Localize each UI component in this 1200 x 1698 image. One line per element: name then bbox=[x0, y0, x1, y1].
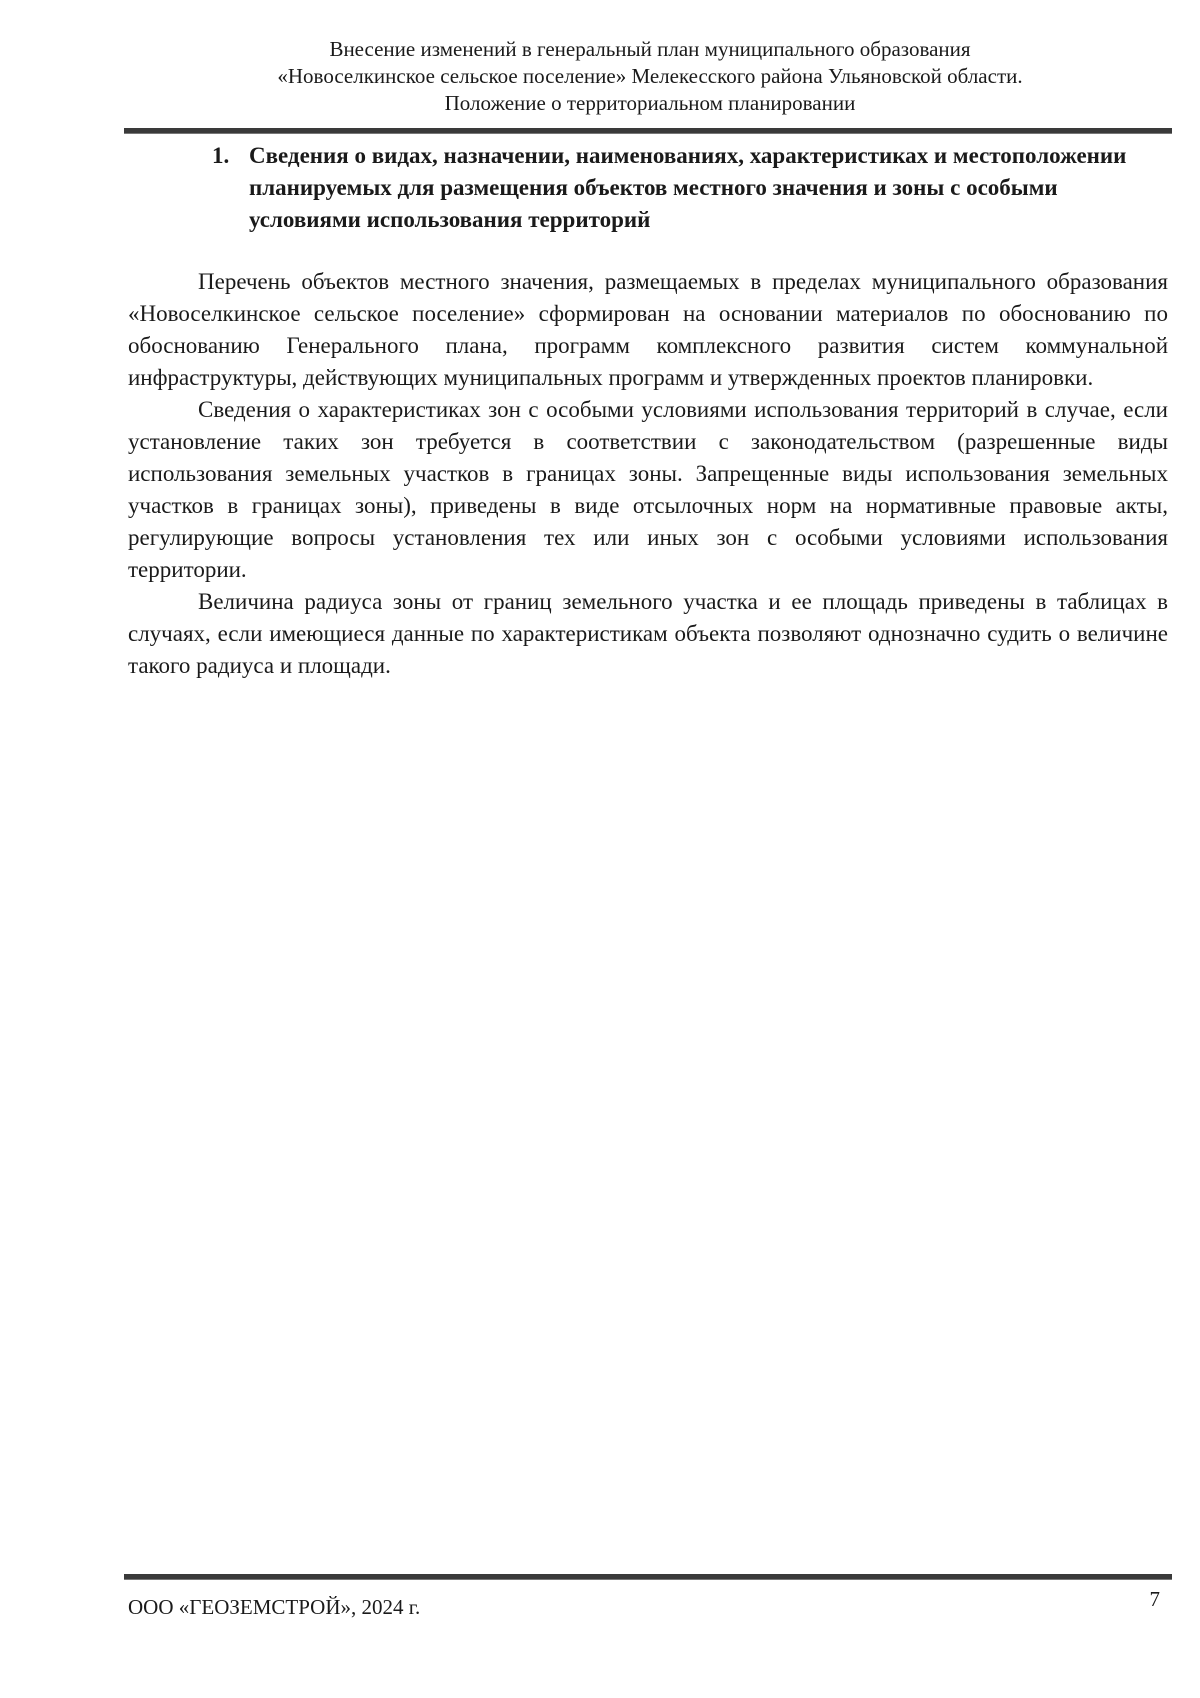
footer-company: ООО «ГЕОЗЕМСТРОЙ», 2024 г. bbox=[128, 1595, 421, 1619]
body-text bbox=[128, 266, 1168, 682]
section-heading bbox=[212, 140, 1142, 236]
paragraph-1: Перечень объектов местного значения, размещаемых в пределах муниципального образования «Новоселкинское сельское поселение» сформирован на основании материалов по обоснованию по обоснованию Генерального плана, программ комплексного развития систем коммунальной инфраструктуры, действующих муниципальных программ и утвержденных проектов планировки. bbox=[128, 269, 1168, 390]
header-divider bbox=[124, 128, 1172, 134]
page-number: 7 bbox=[1149, 1587, 1160, 1611]
header-line-1: Внесение изменений в генеральный план муниципального образования bbox=[329, 37, 971, 61]
header-line-3: Положение о территориальном планировании bbox=[444, 91, 856, 115]
section-title-text: Сведения о видах, назначении, наименованиях, характеристиках и местоположении планируемых для размещения объектов местного значения и зоны с особыми условиями использования территорий bbox=[249, 143, 1127, 232]
header-line-2: «Новоселкинское сельское поселение» Мелекесского района Ульяновской области. bbox=[277, 64, 1023, 88]
footer-divider bbox=[124, 1574, 1172, 1580]
paragraph-2: Сведения о характеристиках зон с особыми условиями использования территорий в случае, если установление таких зон требуется в соответствии с законодательством (разрешенные виды использования земельных участков в границах зоны. Запрещенные виды использования земельных участков в границах зоны), приведены в виде отсылочных норм на нормативные правовые акты, регулирующие вопросы установления тех или иных зон с особыми условиями использования территории. bbox=[128, 397, 1168, 582]
running-header bbox=[128, 36, 1172, 117]
section-number: 1. bbox=[212, 143, 230, 168]
paragraph-3: Величина радиуса зоны от границ земельного участка и ее площадь приведены в таблицах в случаях, если имеющиеся данные по характеристикам объекта позволяют однозначно судить о величине такого радиуса и площади. bbox=[128, 589, 1168, 678]
